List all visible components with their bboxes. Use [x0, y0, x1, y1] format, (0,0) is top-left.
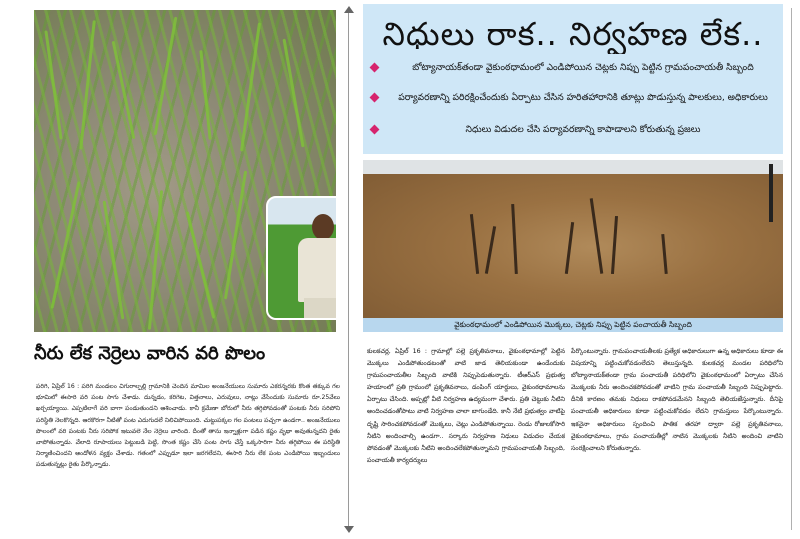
burnt-plants-photo [363, 160, 783, 318]
page-edge-divider [791, 8, 792, 530]
right-headline: నిధులు రాక.. నిర్వహణ లేక.. [382, 15, 764, 53]
bullet-item [369, 90, 779, 120]
farmer-portrait-inset [266, 196, 336, 320]
bullet-item [369, 122, 779, 138]
diamond-bullet-icon [370, 93, 380, 103]
divider-arrow-up-icon [344, 6, 354, 13]
divider-arrow-down-icon [344, 526, 354, 533]
bullet-text: నిధులు విడుదల చేసి పర్యావరణాన్ని కాపాడాలని కోరుతున్న ప్రజలు [465, 124, 701, 135]
highlight-bullets [369, 60, 779, 138]
signpost-pole [769, 164, 773, 222]
paddy-field-photo [34, 10, 336, 332]
bullet-item [369, 60, 779, 90]
bullet-text: పర్యావరణాన్ని పరిరక్షించేందుకు ఏర్పాటు చేసిన హరితహారానికి తూట్లు పొడుస్తున్న పాలకులు, అధికారులు [398, 92, 768, 103]
bullet-text: బోట్యానాయక్‌తండా వైకుంఠధామంలో ఎండిపోయిన చెట్లకు నిప్పు పెట్టిన గ్రామపంచాయతీ సిబ్బంది [412, 62, 754, 73]
right-article [357, 0, 800, 539]
photo-caption: వైకుంఠధామంలో ఎండిపోయిన మొక్కలు, చెట్లకు నిప్పు పెట్టిన పంచాయతీ సిబ్బంది [363, 318, 783, 332]
diamond-bullet-icon [370, 63, 380, 73]
right-article-body-col1: కులకచర్ల, ఏప్రిల్ 16 : గ్రామాల్లో పల్లె ప్రకృతివనాలు, వైకుంఠధామాల్లో పెట్టిన మొక్కలు ఎండిపోతుండటంతో వాటి జాడ తెలియకుండా ఉండేందుకు గ్రామపంచాయతీల సిబ్బంది వాటికి నిప్పుపెడుతున్నారు. టీఆర్‌ఎస్ ప్రభుత్వ హయాంలో ప్రతి గ్రామంలో ప్రకృతివనాలు, డంపింగ్ యార్డులు, వైకుంఠధామాలను ఏర్పాటు చేసింది. అప్పట్లో వీటి నిర్వహణ ఉద్యమంగా చేశారు. ప్రతి చెట్టుకు నీటిని అందించడంతోపాటు వాటి నిర్వహణ చాలా బాగుండేది. కానీ నేటి ప్రభుత్వం వాటిపై దృష్టి సారించకపోవడంతో మొక్కలు, చెట్లు ఎండిపోతున్నాయి. రెండు రోజులకోసారి నీటిని అందించాల్సి ఉండగా.. సర్కారు నిర్వహణ నిధులు విడుదల చేయక పోవడంతో మొక్కలకు నీటిని అందించలేకపోతున్నామని గ్రామపంచాయతీ సిబ్బంది, పంచాయతీ కార్యదర్శులు [367, 348, 565, 464]
left-article [0, 0, 345, 539]
left-headline: నీరు లేక నెర్రెలు వారిన వరి పొలం [34, 343, 266, 364]
diamond-bullet-icon [370, 125, 380, 135]
left-article-body: పరిగి, ఏప్రిల్ 16 : పరిగి మండలం చిగురాల్పల్లి గ్రామానికి చెందిన మామిల అంజనేయులు సుమారు ఎకరన్నరకు కొంత తక్కువ గల భూమిలో ఈసారి వరి పంట సాగు చేశాడు. దున్నడం, కరిగెట, విత్తనాలు, ఎరువులు, నాట్లు వేసేందుకు సుమారు రూ.25వేలు ఖర్చయ్యాయి. ఎప్పటిలాగే వరి బాగా పండుతుందని ఆశించాడు. కానీ క్రమేణా బోరులో నీరు తగ్గిపోవడంతో పంటకు నీరు సరిపోని పరిస్థితి నెలకొన్నది. ఆరకొరగా నీటితో పంట ఎదుగుదలే నిలిచిపోయింది. చుట్టుపక్కల గల పంటలు పచ్చగా ఉండగా.. అంజనేయులు పొలంలో వరి పంటకు నీరు సరిపోక ఇటువలె నేల నెర్రెలు వారింది. దీంతో తాను ఇన్నాళ్లుగా పడిన కష్టం వృథా అవుతున్నదని రైతు వాపోతున్నాడు. వేలాది రూపాయలు పెట్టుబడి పెట్టి, సొంత కష్టం చేసి పంట సాగు చేస్తే ఒక్కసారిగా నీరు తగ్గిపోయి ఈ పరిస్థితి నిర్మాణించిందని ఆందోళన వ్యక్తం చేశాడు. గతంలో ఎప్పుడూ ఇలా జరగలేదని, ఈసారి నీరు లేక పంట ఎండిపోయి ఇబ్బందులు పడుతున్నట్లు రైతు పేర్కొన్నాడు. [36, 383, 340, 469]
column-divider [348, 8, 349, 530]
right-article-body-col2: పేర్కొంటున్నారు. గ్రామపంచాయతీలకు ప్రత్యేక అధికారులుగా ఉన్న అధికారులు కూడా ఈ విషయాన్ని పట్టించుకోవడంలేదని తెలుస్తున్నది. కులకచర్ల మండల పరిధిలోని బోట్యానాయక్‌తండా గ్రామ పంచాయతీ పరిధిలోని వైకుంఠధామంలో ఏర్పాటు చేసిన మొక్కలకు నీరు అందించకపోవడంతో వాటిని గ్రామ పంచాయతీ సిబ్బంది నిప్పుపెట్టారు. దీనికి కారణం తమకు నిధులు రాకపోవడమేనని సిబ్బంది తెలియజేస్తున్నారు. దీనిపై పంచాయతీ అధికారులు కూడా పట్టించుకోవడం లేదని గ్రామస్తులు పేర్కొంటున్నారు. ఇకనైనా అధికారులు స్పందించి పాతిక తరహా ద్వారా పల్లె ప్రకృతివనాలు, వైకుంఠధామాలు, గ్రామ పంచాయతీల్లో నాటిన మొక్కలకు నీటిని అందించి వాటిని సంరక్షించాలని కోరుతున్నారు. [571, 348, 783, 452]
